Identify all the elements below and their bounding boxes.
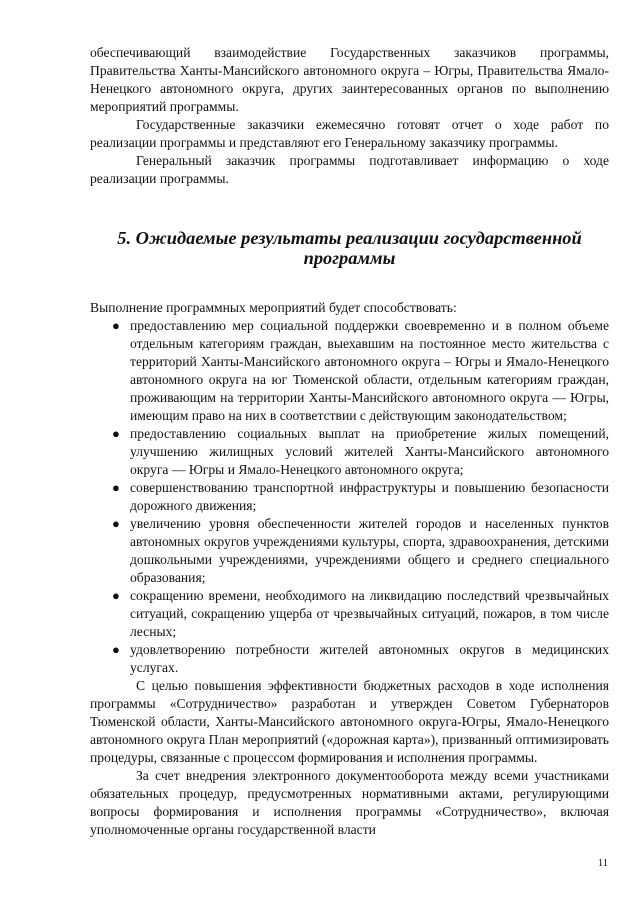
- bullet-icon: ●: [112, 642, 120, 657]
- list-item-text: увеличению уровня обеспеченности жителей городов и населенных пунктов автономных округов учреждениями культуры, спорта, здравоохранения, детскими дошкольными учреждениями, учреждениями общего и среднего специального образования;: [130, 516, 609, 585]
- section-title: 5. Ожидаемые результаты реализации государственной программы: [117, 228, 582, 268]
- bullet-icon: ●: [112, 588, 120, 603]
- list-item-text: предоставлению социальных выплат на приобретение жилых помещений, улучшению жилищных условий жителей Ханты-Мансийского автономного округа — Югры и Ямало-Ненецкого автономного округа;: [130, 426, 609, 477]
- list-item: [90, 587, 609, 641]
- paragraph-monthly-report: Государственные заказчики ежемесячно готовят отчет о ходе работ по реализации программы и представляют его Генеральному заказчику программы.: [90, 117, 609, 150]
- document-page: [90, 44, 609, 839]
- list-item: [90, 317, 609, 425]
- paragraph-edm: За счет внедрения электронного документооборота между всеми участниками обязательных процедур, предусмотренных нормативными актами, регулирующими вопросы формирования и исполнения программы «Сотрудничество», включая уполномоченные органы государственной власти: [90, 768, 609, 837]
- paragraph-roadmap: С целью повышения эффективности бюджетных расходов в ходе исполнения программы «Сотрудничество» разработан и утвержден Советом Губернаторов Тюменской области, Ханты-Мансийского автономного округа-Югры, Ямало-Ненецкого автономного округа План мероприятий («дорожная карта»), призванный оптимизировать процедуры, связанные с процессом формирования и исполнения программы.: [90, 678, 609, 765]
- list-item: [90, 479, 609, 515]
- page-number: 11: [597, 858, 608, 869]
- list-item-text: совершенствованию транспортной инфраструктуры и повышению безопасности дорожного движения;: [130, 480, 609, 513]
- paragraph-general-customer: Генеральный заказчик программы подготавливает информацию о ходе реализации программы.: [90, 153, 609, 186]
- results-list: [90, 317, 609, 677]
- list-item-text: сокращению времени, необходимого на ликвидацию последствий чрезвычайных ситуаций, сокращению ущерба от чрезвычайных ситуаций, пожаров, в том числе лесных;: [130, 588, 609, 639]
- bullet-icon: ●: [112, 516, 120, 531]
- list-item: [90, 641, 609, 677]
- bullet-icon: ●: [112, 318, 120, 333]
- bullet-icon: ●: [112, 480, 120, 495]
- list-item: [90, 425, 609, 479]
- intro-text: Выполнение программных мероприятий будет способствовать:: [90, 300, 457, 315]
- list-item: [90, 515, 609, 587]
- list-item-text: предоставлению мер социальной поддержки своевременно и в полном объеме отдельным категориям граждан, выехавшим на постоянное место жительства с территорий Ханты-Мансийского автономного округа – Югры и Ямало-Ненецкого автономного округа на юг Тюменской области, отдельным категориям граждан, проживающим на территории Ханты-Мансийского автономного округа — Югры, имеющим право на них в соответствии с действующим законодательством;: [130, 318, 609, 423]
- list-item-text: удовлетворению потребности жителей автономных округов в медицинских услугах.: [130, 642, 609, 675]
- paragraph-continuation: обеспечивающий взаимодействие Государственных заказчиков программы, Правительства Ханты-Мансийского автономного округа – Югры, Правительства Ямало-Ненецкого автономного округа, других заинтересованных органов по выполнению мероприятий программы.: [90, 45, 609, 114]
- bullet-icon: ●: [112, 426, 120, 441]
